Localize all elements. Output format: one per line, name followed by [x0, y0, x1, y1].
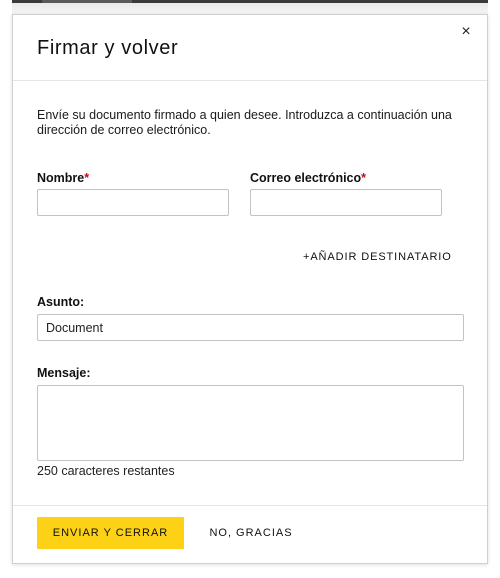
message-textarea[interactable]	[37, 385, 464, 461]
footer-divider	[13, 505, 487, 506]
email-required-mark: *	[361, 171, 367, 185]
subject-input[interactable]	[37, 314, 464, 341]
subject-label: Asunto:	[37, 295, 85, 309]
dialog-title: Firmar y volver	[37, 37, 179, 59]
name-input[interactable]	[37, 189, 229, 216]
sign-and-return-dialog	[12, 14, 488, 564]
email-label-text: Correo electrónico	[250, 171, 362, 185]
no-thanks-button[interactable]: NO, GRACIAS	[199, 517, 303, 549]
characters-remaining: 250 caracteres restantes	[37, 464, 175, 478]
header-divider	[13, 80, 487, 81]
send-and-close-button[interactable]: ENVIAR Y CERRAR	[37, 517, 184, 549]
background-page-accent	[42, 0, 132, 3]
email-label	[250, 171, 366, 185]
name-label-text: Nombre	[37, 171, 85, 185]
add-recipient-button[interactable]: +AÑADIR DESTINATARIO	[303, 251, 452, 263]
message-label: Mensaje:	[37, 366, 91, 380]
close-icon[interactable]: ×	[461, 23, 471, 40]
name-required-mark: *	[84, 171, 90, 185]
email-input[interactable]	[250, 189, 442, 216]
background-page-strip	[12, 0, 488, 14]
name-label	[37, 171, 89, 185]
intro-text: Envíe su documento firmado a quien desee. Introduzca a continuación una dirección de correo electrónico.	[37, 108, 452, 137]
